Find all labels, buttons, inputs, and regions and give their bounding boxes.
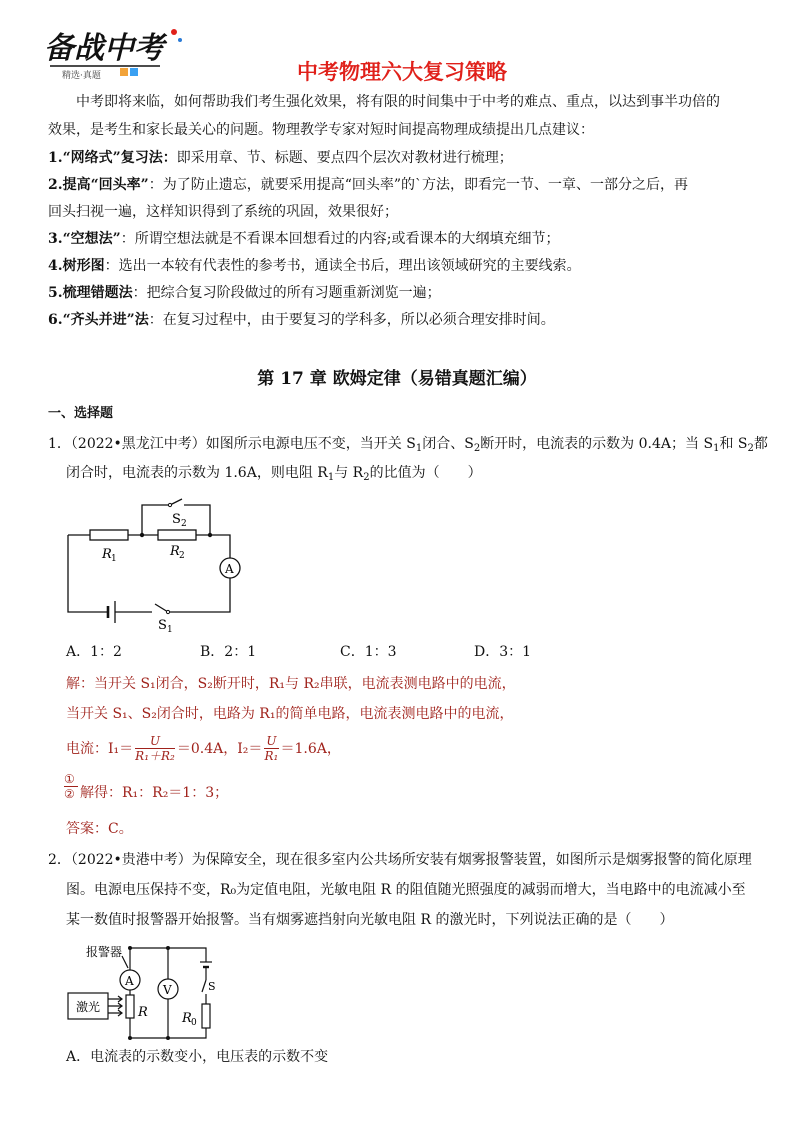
q1-stem: 闭合时，电流表的示数为 1.6A，则电阻 $R_1$与 $R_2$的比值为（ ） [66, 465, 482, 483]
q1-solution-line: 解：当开关 S₁闭合，S₂断开时，R₁与 R₂串联，电流表测电路中的电流， [66, 676, 516, 692]
svg-text:S: S [158, 618, 167, 633]
svg-text:R: R [182, 1011, 192, 1026]
fraction-1: $\frac{U}{\text{R₁＋R₂}}$ [135, 733, 175, 763]
q2-stem: 图。电源电压保持不变，R₀为定值电阻，光敏电阻 R 的阻值随光照强度的减弱而增大，当电路中的电流减小至 [66, 882, 746, 898]
q1-solution-result: 解得：R₁：R₂＝1：3； [80, 785, 229, 801]
switch-s1 [155, 604, 168, 612]
q1-option-a[interactable]: A．1：2 [66, 644, 122, 660]
svg-text:1: 1 [111, 554, 117, 564]
page-title: 中考物理六大复习策略 [297, 60, 507, 84]
svg-text:A: A [225, 562, 234, 576]
q2-option-a[interactable]: A．电流表的示数变小，电压表的示数不变 [66, 1049, 329, 1065]
q1-circled-ratio: ① ② [64, 772, 78, 801]
q1-option-b[interactable]: B．2：1 [200, 644, 257, 660]
svg-text:1: 1 [167, 625, 173, 635]
circuit-diagram-1 [60, 495, 250, 635]
svg-text:激光: 激光 [76, 1000, 101, 1014]
logo-subtext: 精选·真题 [62, 71, 101, 80]
q2-stem: 某一数值时报警器开始报警。当有烟雾遮挡射向光敏电阻 R 的激光时，下列说法正确的是（ ） [66, 912, 674, 928]
tip-item: 1.“网络式”复习法：即采用章、节、标题、要点四个层次对教材进行梳理； [48, 150, 513, 166]
svg-text:S: S [208, 980, 216, 993]
fraction-2: $\frac{U}{\text{R₁}}$ [264, 733, 279, 763]
section-heading: 一、选择题 [48, 406, 114, 421]
svg-text:0: 0 [191, 1018, 197, 1028]
photoresistor-r [126, 995, 134, 1018]
q2-stem: 2．（2022•贵港中考）为保障安全，现在很多室内公共场所安装有烟雾报警装置，如图所示是烟雾报警的简化原理 [48, 852, 752, 868]
q1-answer: 答案：C。 [66, 821, 133, 837]
tip-item: 6.“齐头并进”法：在复习过程中，由于要复习的学科多，所以必须合理安排时间。 [48, 312, 555, 328]
intro-line: 中考即将来临，如何帮助我们考生强化效果，将有限的时间集中于中考的难点、重点，以达到事半功倍的 [76, 94, 720, 110]
chapter-title: 第 17 章 欧姆定律（易错真题汇编） [257, 369, 537, 389]
svg-text:A: A [125, 974, 134, 988]
svg-text:V: V [163, 983, 172, 997]
tip-item: 3.“空想法”：所谓空想法就是不看课本回想看过的内容;或看课本的大纲填充细节； [48, 231, 560, 247]
q1-option-d[interactable]: D．3：1 [474, 644, 532, 660]
svg-text:S: S [172, 512, 181, 527]
svg-text:R: R [138, 1005, 148, 1020]
resistor-r1 [90, 530, 128, 540]
q1-stem: 1．（2022•黑龙江中考）如图所示电源电压不变，当开关 $S_1$闭合、$S_2$断开时，电流表的示数为 0.4A；当 $S_1$和 $S_2$都 [48, 436, 768, 454]
tip-item: 回头扫视一遍，这样知识得到了系统的巩固，效果很好； [48, 204, 398, 220]
logo-text: 备战中考 [44, 31, 164, 66]
q1-option-c[interactable]: C．1：3 [340, 644, 397, 660]
tip-item: 2.提高“回头率”：为了防止遗忘，就要采用提高“回头率”的`方法，即看完一节、一章、一部分之后，再 [48, 177, 689, 193]
resistor-r2 [158, 530, 196, 540]
tip-item: 4.树形图：选出一本较有代表性的参考书，通读全书后，理出该领域研究的主要线索。 [48, 258, 581, 274]
switch-s [202, 980, 206, 992]
tip-item: 5.梳理错题法：把综合复习阶段做过的所有习题重新浏览一遍； [48, 285, 441, 301]
resistor-r0 [202, 1004, 210, 1028]
svg-text:R: R [170, 544, 180, 559]
svg-text:2: 2 [181, 519, 187, 529]
intro-line: 效果，是考生和家长最关心的问题。物理教学专家对短时间提高物理成绩提出几点建议： [48, 122, 594, 138]
svg-text:2: 2 [179, 551, 185, 561]
q1-solution-line: 当开关 S₁、S₂闭合时，电路为 R₁的简单电路，电流表测电路中的电流， [66, 706, 514, 722]
q1-solution-formula: 电流：I₁＝ $\frac{U}{\text{R₁＋R₂}}$ ＝0.4A，I₂＝ $\frac{U}{\text{R₁}}$ ＝1.6A， [66, 733, 341, 763]
circuit-diagram-2 [64, 938, 244, 1044]
svg-text:R: R [102, 547, 112, 562]
svg-text:报警器: 报警器 [86, 945, 123, 959]
